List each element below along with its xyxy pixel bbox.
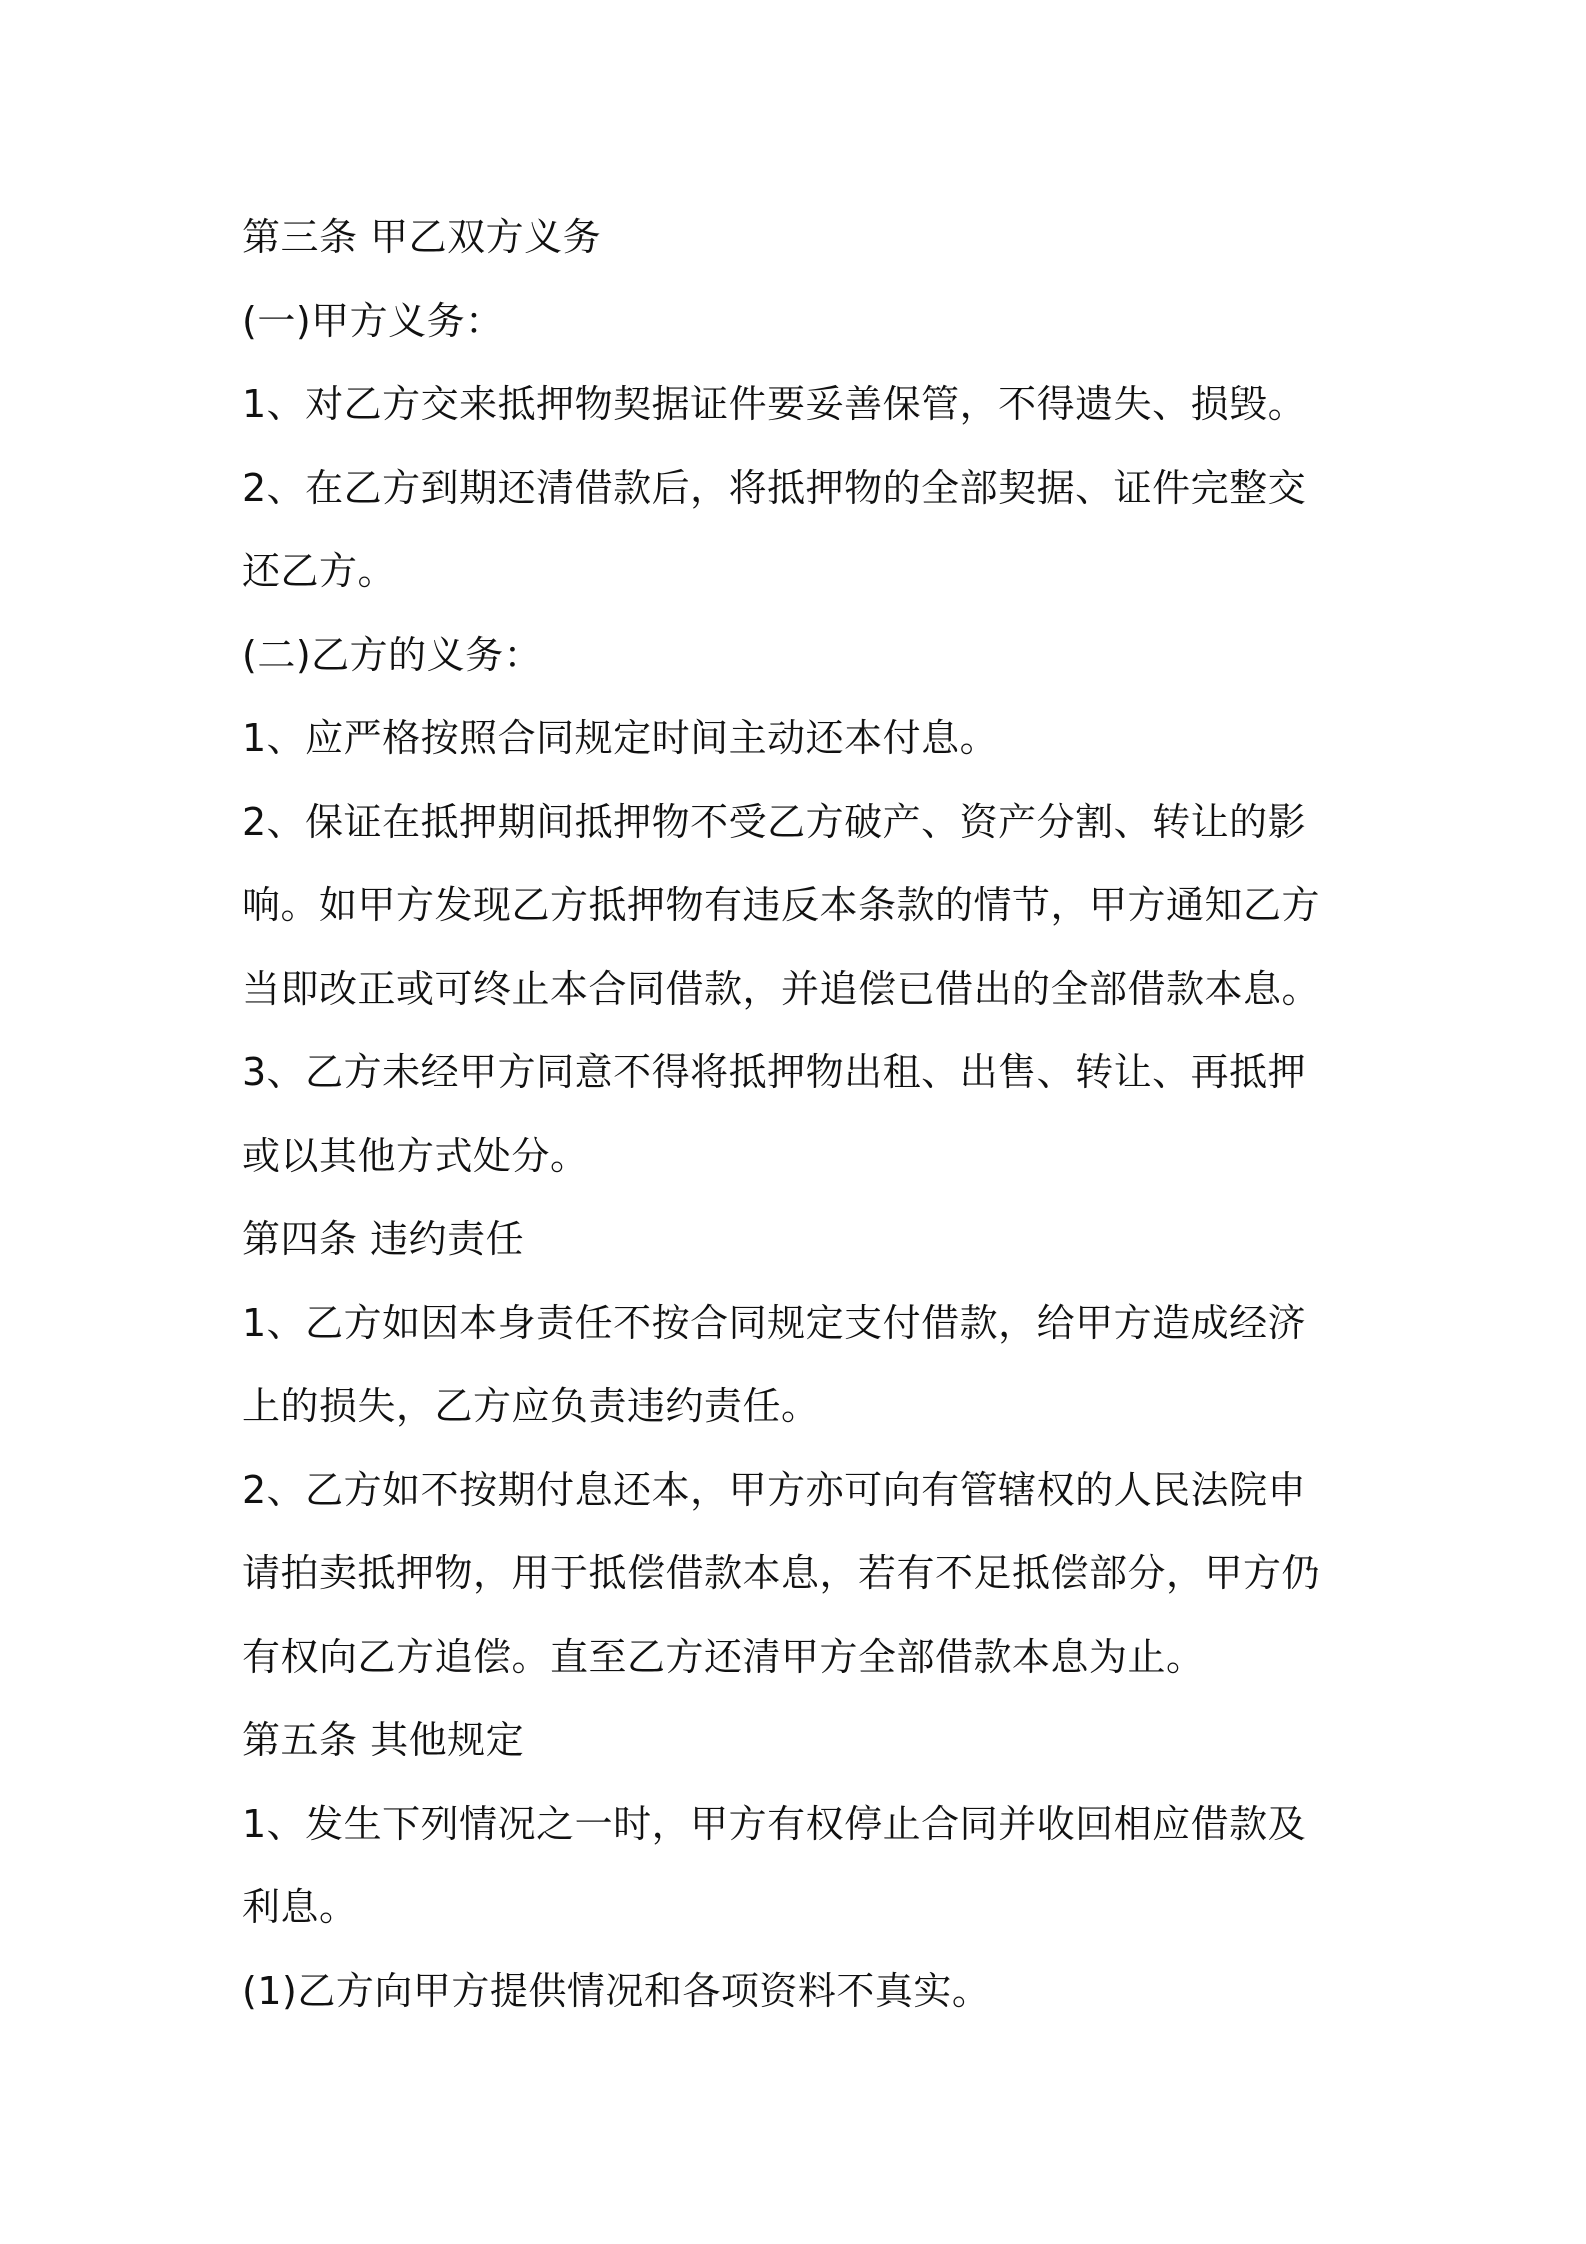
paragraph-line: 3、乙方未经甲方同意不得将抵押物出租、出售、转让、再抵押 <box>242 1050 1307 1094</box>
article-3-heading: 第三条 甲乙双方义务 <box>242 215 602 259</box>
paragraph-line: 请拍卖抵押物，用于抵偿借款本息，若有不足抵偿部分，甲方仍 <box>242 1551 1321 1595</box>
paragraph-line: 响。如甲方发现乙方抵押物有违反本条款的情节，甲方通知乙方 <box>242 883 1321 927</box>
paragraph-line: 1、发生下列情况之一时，甲方有权停止合同并收回相应借款及 <box>242 1801 1307 1846</box>
paragraph-line: 1、对乙方交来抵押物契据证件要妥善保管，不得遗失、损毁。 <box>242 382 1307 426</box>
paragraph-line: 1、乙方如因本身责任不按合同规定支付借款，给甲方造成经济 <box>242 1300 1307 1345</box>
paragraph-line: 上的损失，乙方应负责违约责任。 <box>242 1384 820 1428</box>
paragraph-line: 利息。 <box>242 1885 358 1929</box>
party-a-obligations-heading: (一)甲方义务： <box>242 298 504 343</box>
paragraph-line: 当即改正或可终止本合同借款，并追偿已借出的全部借款本息。 <box>242 966 1321 1011</box>
article-5-heading: 第五条 其他规定 <box>242 1718 525 1762</box>
article-4-heading: 第四条 违约责任 <box>242 1217 525 1261</box>
party-b-obligations-heading: (二)乙方的义务： <box>242 632 543 677</box>
paragraph-line: 还乙方。 <box>242 549 397 593</box>
paragraph-line: (1)乙方向甲方提供情况和各项资料不真实。 <box>242 1968 991 2013</box>
paragraph-line: 2、保证在抵押期间抵押物不受乙方破产、资产分割、转让的影 <box>242 799 1307 844</box>
paragraph-line: 2、在乙方到期还清借款后，将抵押物的全部契据、证件完整交 <box>242 465 1307 510</box>
paragraph-line: 或以其他方式处分。 <box>242 1133 589 1178</box>
paragraph-line: 有权向乙方追偿。直至乙方还清甲方全部借款本息为止。 <box>242 1634 1205 1679</box>
paragraph-line: 2、乙方如不按期付息还本，甲方亦可向有管辖权的人民法院申 <box>242 1467 1307 1512</box>
document-body <box>242 196 1360 2033</box>
paragraph-line: 1、应严格按照合同规定时间主动还本付息。 <box>242 716 999 760</box>
